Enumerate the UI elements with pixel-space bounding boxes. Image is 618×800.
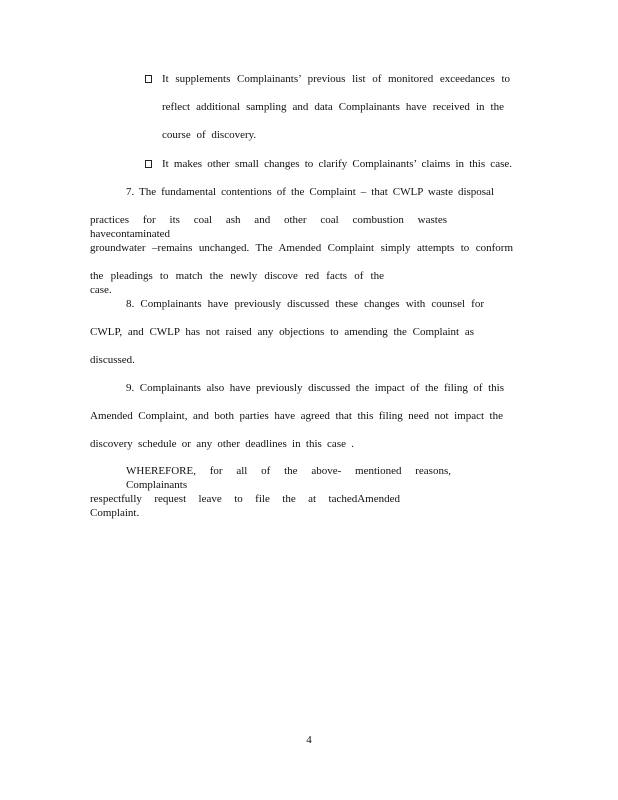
paragraph-8-line-3: discussed. bbox=[90, 354, 135, 366]
bullet-1-line-1: It supplements Complainants’ previous list of monitored exceedances to bbox=[162, 73, 510, 85]
page-number: 4 bbox=[306, 734, 312, 746]
paragraph-7-line-4: the pleadings to match the newly discove red facts of the case. bbox=[90, 270, 384, 296]
bullet-box-icon bbox=[145, 75, 152, 83]
paragraph-8-line-1: 8. Complainants have previously discussed these changes with counsel for bbox=[126, 298, 484, 310]
wherefore-line-2: respectfully request leave to file the at tachedAmended Complaint. bbox=[90, 493, 400, 519]
bullet-1-line-2: reflect additional sampling and data Complainants have received in the bbox=[162, 101, 504, 113]
paragraph-9-line-2: Amended Complaint, and both parties have agreed that this filing need not impact the bbox=[90, 410, 503, 422]
paragraph-7-line-2: practices for its coal ash and other coal combustion wastes havecontaminated bbox=[90, 214, 447, 240]
bullet-2-line-1: It makes other small changes to clarify Complainants’ claims in this case. bbox=[162, 158, 512, 170]
paragraph-7-line-1: 7. The fundamental contentions of the Complaint – that CWLP waste disposal bbox=[126, 186, 494, 198]
paragraph-9-line-1: 9. Complainants also have previously discussed the impact of the filing of this bbox=[126, 382, 504, 394]
bullet-1-line-3: course of discovery. bbox=[162, 129, 257, 141]
bullet-box-icon bbox=[145, 160, 152, 168]
paragraph-9-line-3: discovery schedule or any other deadlines in this case . bbox=[90, 438, 354, 450]
paragraph-8-line-2: CWLP, and CWLP has not raised any objections to amending the Complaint as bbox=[90, 326, 474, 338]
paragraph-7-line-3: groundwater –remains unchanged. The Amended Complaint simply attempts to conform bbox=[90, 242, 513, 254]
wherefore-line-1: WHEREFORE, for all of the above- mentioned reasons, Complainants bbox=[126, 465, 451, 491]
